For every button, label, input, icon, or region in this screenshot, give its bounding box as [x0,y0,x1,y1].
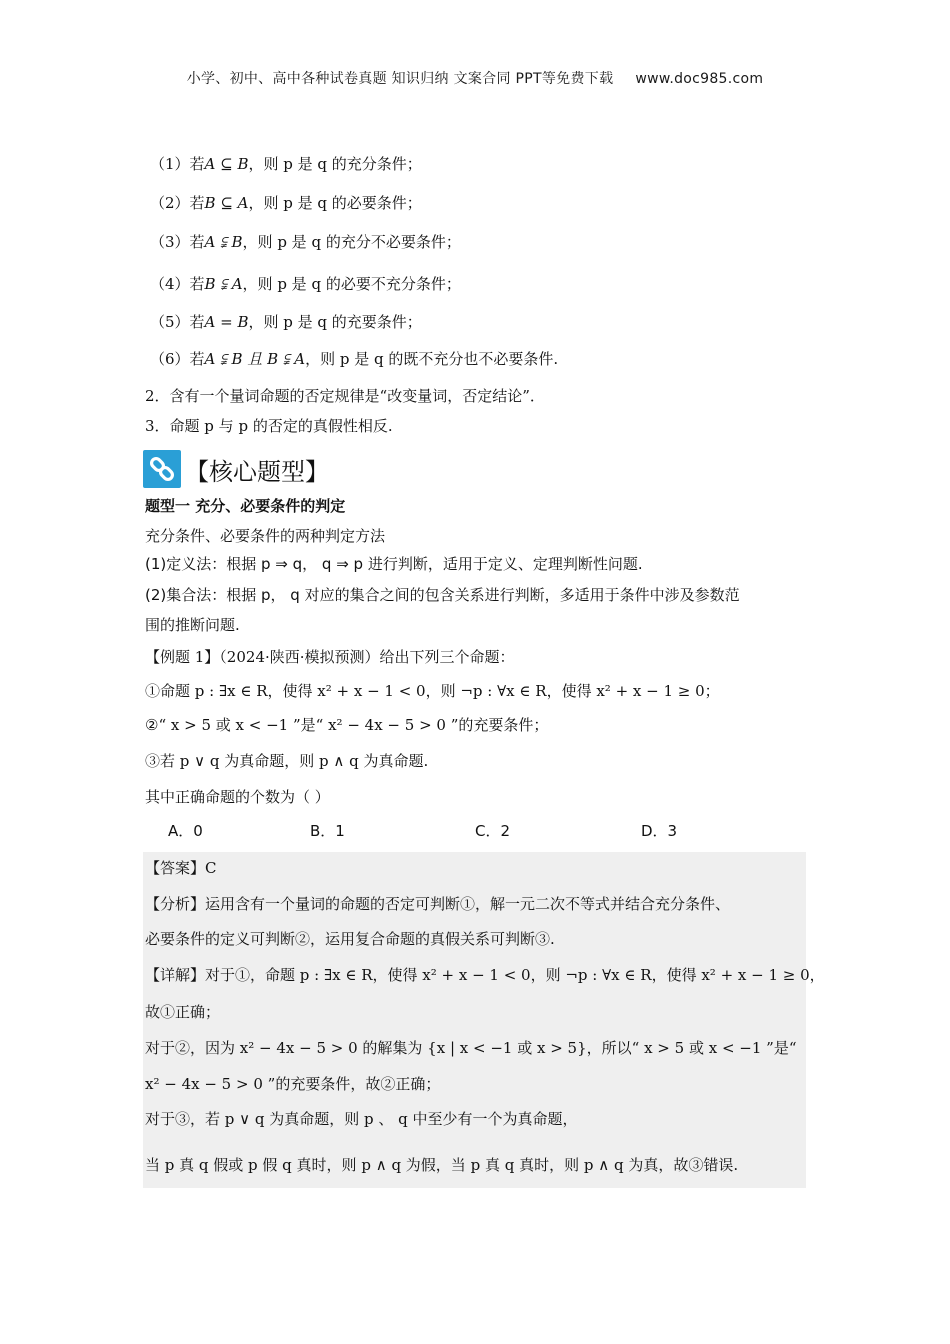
option-b[interactable]: B．1 [310,822,345,840]
example-heading: 【例题 1】（2024·陕西·模拟预测）给出下列三个命题： [145,648,515,666]
methods-intro: 充分条件、必要条件的两种判定方法 [145,527,386,545]
analysis-line1: 【分析】运用含有一个量词的命题的否定可判断①，解一元二次不等式并结合充分条件、 [145,895,731,913]
core-section-header [143,449,329,489]
statement-1: ①命题 p : ∃x ∈ R，使得 x² + x − 1 < 0，则 ¬p : ∀x ∈ R，使得 x² + x − 1 ≥ 0； [145,682,720,700]
rule-2: 2．含有一个量词命题的否定规律是“改变量词，否定结论”． [145,387,545,405]
header-text: 小学、初中、高中各种试卷真题 知识归纳 文案合同 PPT等免费下载 [186,71,614,87]
detail-line3: 对于②，因为 x² − 4x − 5 > 0 的解集为 {x | x < −1 或 x > 5}，所以“ x > 5 或 x < −1 ”是“ [145,1039,797,1057]
detail-line6: 当 p 真 q 假或 p 假 q 真时，则 p ∧ q 为假，当 p 真 q 真时，则 p ∧ q 为真，故③错误. [145,1156,739,1174]
detail-line1: 【详解】对于①，命题 p : ∃x ∈ R，使得 x² + x − 1 < 0，则 ¬p : ∀x ∈ R，使得 x² + x − 1 ≥ 0， [145,966,825,984]
detail-line4: x² − 4x − 5 > 0 ”的充要条件，故②正确； [145,1075,441,1093]
answer-label: 【答案】C [145,859,217,877]
question-text: 其中正确命题的个数为（ ） [145,788,330,806]
method-definition: (1)定义法：根据 p ⇒ q， q ⇒ p 进行判断，适用于定义、定理判断性问题. [145,555,643,573]
page-header [0,68,950,88]
statement-3: ③若 p ∨ q 为真命题，则 p ∧ q 为真命题. [145,752,429,770]
rule-3: 3．命题 p 与 p 的否定的真假性相反. [145,417,393,435]
rule-item: （1）若A ⊆ B，则 p 是 q 的充分条件； [150,155,422,173]
statement-2: ②“ x > 5 或 x < −1 ”是“ x² − 4x − 5 > 0 ”的充要条件； [145,716,549,734]
core-title: 【核心题型】 [185,457,329,486]
rule-item: （6）若A ⫋ B 且 B ⫋ A，则 p 是 q 的既不充分也不必要条件. [150,350,559,368]
rule-item: （5）若A = B，则 p 是 q 的充要条件； [150,313,422,331]
option-c[interactable]: C．2 [475,822,511,840]
method-set-line1: (2)集合法：根据 p， q 对应的集合之间的包含关系进行判断，多适用于条件中涉及参数范 [145,586,740,604]
rule-item: （4）若B ⫋ A，则 p 是 q 的必要不充分条件； [150,275,461,293]
link-icon [143,450,181,488]
detail-line2: 故①正确； [145,1003,221,1021]
option-a[interactable]: A．0 [168,822,203,840]
rule-item: （2）若B ⊆ A，则 p 是 q 的必要条件； [150,194,422,212]
type-title: 题型一 充分、必要条件的判定 [145,497,346,515]
option-d[interactable]: D．3 [641,822,678,840]
analysis-line2: 必要条件的定义可判断②，运用复合命题的真假关系可判断③. [145,930,555,948]
detail-line5: 对于③，若 p ∨ q 为真命题，则 p 、 q 中至少有一个为真命题， [145,1110,578,1128]
rule-item: （3）若A ⫋ B，则 p 是 q 的充分不必要条件； [150,233,461,251]
method-set-line2: 围的推断问题. [145,616,240,634]
header-url[interactable]: www.doc985.com [635,71,764,87]
